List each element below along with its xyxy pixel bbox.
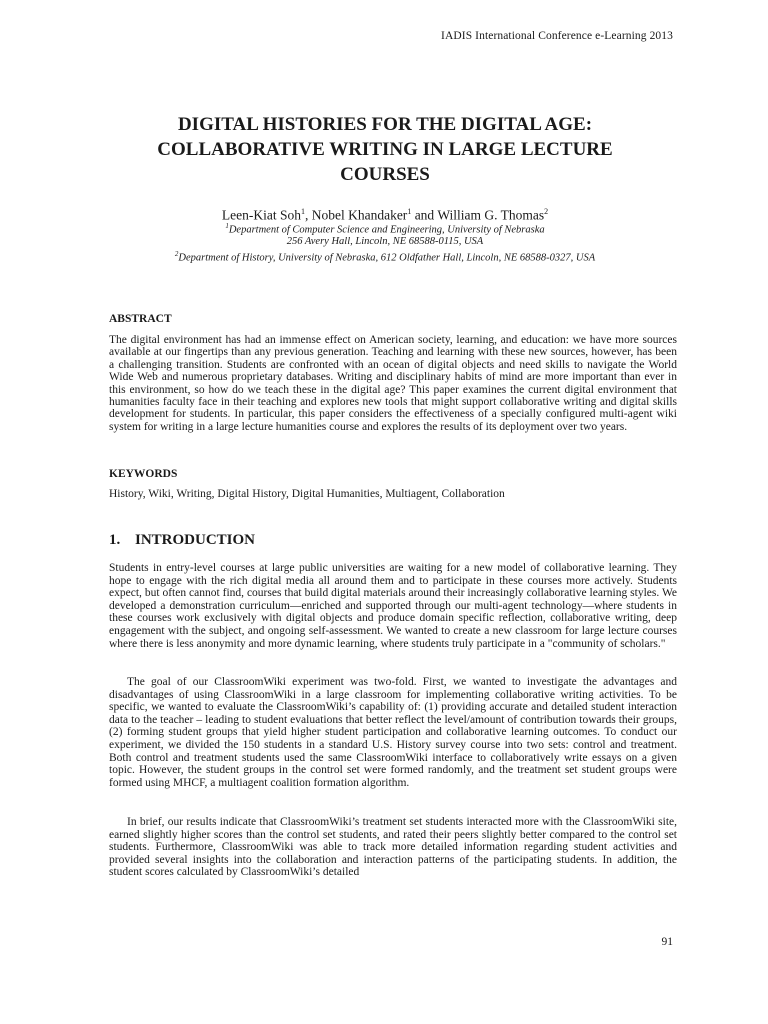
paper-title-line-2: COLLABORATIVE WRITING IN LARGE LECTURE xyxy=(157,139,613,160)
introduction-paragraph-1: Students in entry-level courses at large public universities are waiting for a new model of collaborative learning. They hope to engage with the rich digital media all around them and to participate in these courses more actively. Students expect, but often cannot find, courses that build digital materials around their increasingly collaborative learning styles. We developed a demonstration curriculum—enriched and supported through our multi-agent technology—where students in these courses work exclusively with digital objects and produce domain specific reflection, collaborative writing, deep engagement with the subject, and ongoing self-assessment. We wanted to create a new classroom for large lecture courses where there is less anonymity and more dynamic learning, where students truly participate in a "community of scholars." xyxy=(109,562,677,650)
paper-title-line-1: DIGITAL HISTORIES FOR THE DIGITAL AGE: xyxy=(177,114,593,135)
paper-title xyxy=(100,112,670,187)
keywords-text: History, Wiki, Writing, Digital History, Digital Humanities, Multiagent, Collaboration xyxy=(109,488,505,500)
section-number: 1. xyxy=(109,532,121,548)
author-separator: , xyxy=(304,207,312,223)
introduction-paragraph-3: In brief, our results indicate that ClassroomWiki’s treatment set students interacted more with the ClassroomWiki site, earned slightly higher scores than the control set students, and rated their peers slightly better compared to the control set students. Furthermore, ClassroomWiki was able to track more detailed information regarding student activities and provided several insights into the collaboration and interaction patterns of the participating students. In addition, the student scores calculated by ClassroomWiki’s detailed xyxy=(109,816,677,879)
author-affiliation-mark: 2 xyxy=(544,207,549,216)
author-affiliation-mark: 1 xyxy=(407,207,412,216)
abstract-text: The digital environment has had an immense effect on American society, learning, and education: we have more sources available at our fingertips than any previous generation. Teaching and learning with these new sources, however, has been a challenging transition. Students are confronted with an ocean of digital objects and need skills to navigate the World Wide Web and numerous proprietary databases. Writing and disciplinary habits of mind are more important than ever in this environment, so how do we teach these in the digital age? This paper examines the current digital environment that humanities faculty face in their teaching and explores new tools that might support collaborative writing and digital skills development for students. In particular, this paper considers the effectiveness of a specially configured multi-agent wiki system for writing in a large lecture humanities course and explores the results of its deployment over two years. xyxy=(109,334,677,433)
keywords-heading: KEYWORDS xyxy=(109,468,178,480)
affiliation-text: Department of History, University of Nebraska, 612 Oldfather Hall, Lincoln, NE 68588-0327, USA xyxy=(178,252,596,264)
author-separator: and xyxy=(411,207,438,223)
author-name: Nobel Khandaker xyxy=(311,207,408,223)
affiliation-mark: 2 xyxy=(174,250,179,258)
abstract-heading: ABSTRACT xyxy=(109,313,172,325)
section-title: INTRODUCTION xyxy=(135,532,256,548)
affiliation-text: Department of Computer Science and Engineering, University of Nebraska xyxy=(228,224,545,236)
affiliation-2 xyxy=(100,250,670,264)
author-name: William G. Thomas xyxy=(437,207,545,223)
affiliation-mark: 1 xyxy=(225,222,229,230)
author-affiliation-mark: 1 xyxy=(300,207,305,216)
author-name: Leen-Kiat Soh xyxy=(221,207,301,223)
running-header: IADIS International Conference e-Learning 2013 xyxy=(441,30,673,42)
affiliation-1-address: 256 Avery Hall, Lincoln, NE 68588-0115, USA xyxy=(286,236,484,247)
affiliation-1 xyxy=(100,222,670,236)
paper-title-line-3: COURSES xyxy=(340,164,430,185)
introduction-heading xyxy=(109,532,255,549)
introduction-paragraph-2: The goal of our ClassroomWiki experiment was two-fold. First, we wanted to investigate the advantages and disadvantages of using ClassroomWiki in a large classroom for implementing collaborative writing activities. To be specific, we wanted to evaluate the ClassroomWiki’s capability of: (1) providing accurate and detailed student interaction data to the teacher – leading to student evaluations that better reflect the level/amount of contribution towards their groups, (2) forming student groups that yield higher student participation and collaborative learning outcomes. To conduct our experiment, we divided the 150 students in a standard U.S. History survey course into two sets: control and treatment. Both control and treatment students used the same ClassroomWiki interface to collaboratively write essays on a given topic. However, the student groups in the control set were formed randomly, and the treatment set student groups were formed using MHCF, a multiagent coalition formation algorithm. xyxy=(109,676,677,789)
page-number: 91 xyxy=(661,936,673,948)
